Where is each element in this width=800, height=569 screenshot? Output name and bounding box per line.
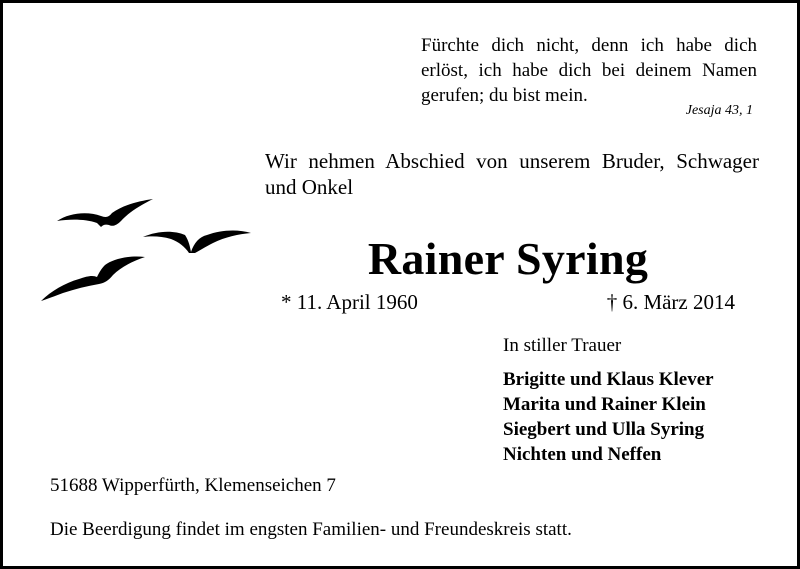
bird-icon — [57, 199, 153, 227]
mourner: Nichten und Neffen — [503, 444, 662, 465]
funeral-note: Die Beerdigung findet im engsten Familien- und Freundeskreis statt. — [50, 519, 572, 540]
intro-line: und Onkel — [265, 175, 354, 199]
birth-date: * 11. April 1960 — [281, 290, 418, 314]
flying-birds-icon — [39, 195, 255, 307]
family-address: 51688 Wipperfürth, Klemenseichen 7 — [50, 475, 336, 496]
intro-line: Wir nehmen Abschied von unserem Bruder, Schwager — [265, 149, 759, 173]
mourner: Marita und Rainer Klein — [503, 394, 706, 415]
bible-verse — [421, 33, 757, 108]
verse-line: gerufen; du bist mein. — [421, 85, 588, 106]
deceased-name: Rainer Syring — [367, 233, 649, 284]
mourners-list — [503, 367, 714, 467]
verse-line: Fürchte dich nicht, denn ich habe dich — [421, 35, 757, 56]
mourning-label: In stiller Trauer — [503, 335, 622, 356]
mourner: Brigitte und Klaus Klever — [503, 369, 714, 390]
death-date: † 6. März 2014 — [606, 290, 735, 314]
farewell-intro — [265, 148, 759, 200]
bird-icon — [41, 256, 145, 301]
verse-line: erlöst, ich habe dich bei deinem Namen — [421, 60, 757, 81]
bird-icon — [143, 231, 251, 253]
mourner: Siegbert und Ulla Syring — [503, 419, 705, 440]
verse-reference: Jesaja 43, 1 — [685, 103, 753, 118]
